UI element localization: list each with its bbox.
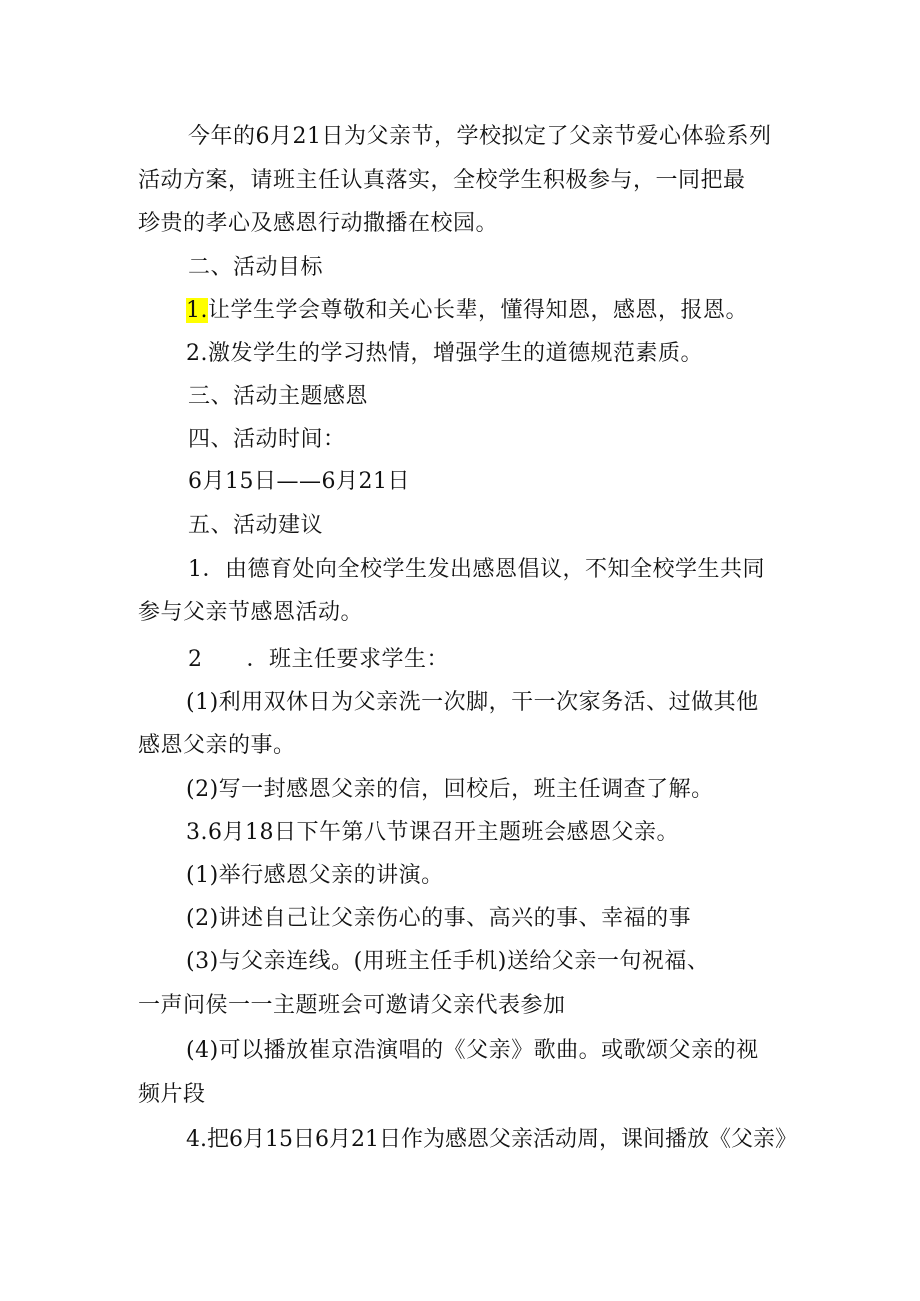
goal-item-1-number: 1.: [186, 298, 208, 323]
section-heading-time: 四、活动时间：: [188, 427, 346, 452]
suggestion-1-line-2: 参与父亲节感恩活动。: [138, 600, 364, 625]
suggestion-3-4-line-2: 频片段: [138, 1082, 206, 1107]
suggestion-1-line-1: 1．由德育处向全校学生发出感恩倡议，不知全校学生共同: [188, 557, 765, 582]
suggestion-3-3-line-2: 一声问侯一一主题班会可邀请父亲代表参加: [138, 993, 566, 1018]
intro-line-2: 活动方案，请班主任认真落实，全校学生积极参与，一同把最: [138, 168, 746, 193]
goal-item-1: [186, 296, 748, 326]
suggestion-2-1-line-2: 感恩父亲的事。: [138, 733, 296, 758]
goal-item-2: 2.激发学生的学习热情，增强学生的道德规范素质。: [186, 341, 703, 366]
suggestion-4: 4.把6月15日6月21日作为感恩父亲活动周，课间播放《父亲》: [186, 1127, 797, 1152]
suggestion-3-4-line-1: (4)可以播放崔京浩演唱的《父亲》歌曲。或歌颂父亲的视: [186, 1038, 759, 1063]
time-range: 6月15日——6月21日: [188, 469, 410, 494]
suggestion-2: [188, 645, 449, 675]
suggestion-2-1-line-1: (1)利用双休日为父亲洗一次脚，干一次家务活、过做其他: [186, 690, 759, 715]
suggestion-3-1: (1)举行感恩父亲的讲演。: [186, 863, 444, 888]
intro-line-1: 今年的6月21日为父亲节，学校拟定了父亲节爱心体验系列: [188, 124, 772, 149]
suggestion-2-2: (2)写一封感恩父亲的信，回校后，班主任调查了解。: [186, 777, 714, 802]
section-heading-theme: 三、活动主题感恩: [188, 384, 369, 409]
suggestion-3: 3.6月18日下午第八节课召开主题班会感恩父亲。: [186, 820, 679, 845]
section-heading-goals: 二、活动目标: [188, 255, 324, 280]
suggestion-3-2: (2)讲述自己让父亲伤心的事、高兴的事、幸福的事: [186, 906, 692, 931]
section-heading-suggestions: 五、活动建议: [188, 513, 324, 538]
suggestion-3-3-line-1: (3)与父亲连线。(用班主任手机)送给父亲一句祝福、: [186, 949, 710, 974]
goal-item-1-text: 让学生学会尊敬和关心长辈，懂得知恩，感恩，报恩。: [208, 298, 749, 323]
intro-line-3: 珍贵的孝心及感恩行动撒播在校园。: [138, 211, 499, 236]
suggestion-2-text: ．班主任要求学生：: [246, 647, 450, 672]
suggestion-2-number: 2: [188, 647, 203, 672]
